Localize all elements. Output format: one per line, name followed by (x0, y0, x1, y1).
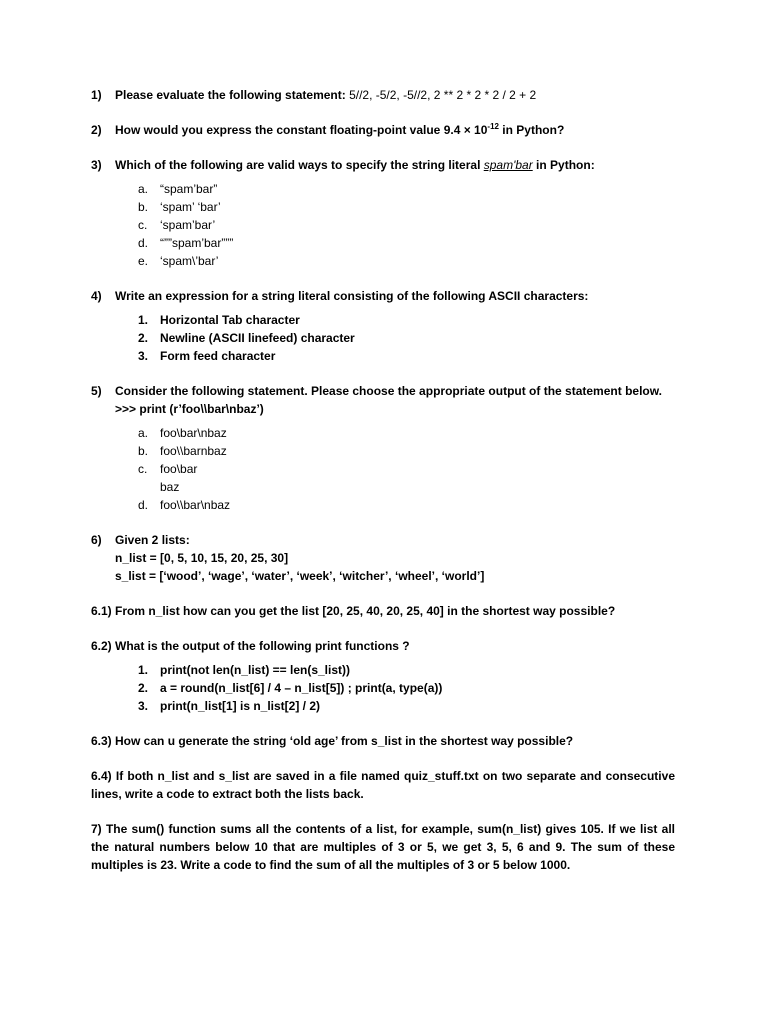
list-item (138, 198, 675, 216)
list-item (138, 442, 675, 460)
question-text-end: in Python? (498, 123, 565, 137)
option-text: foo\\barnbaz (160, 444, 227, 458)
item-marker: 2. (138, 331, 149, 345)
items-list (138, 661, 675, 715)
list-item (138, 329, 675, 347)
question-2 (91, 121, 675, 139)
list-item (138, 347, 675, 365)
list-item (138, 234, 675, 252)
code-statement: >>> print (r’foo\\bar\nbaz’) (115, 402, 264, 416)
options-list (138, 424, 675, 514)
item-text: a = round(n_list[6] / 4 – n_list[5]) ; print(a, type(a)) (160, 681, 443, 695)
question-6-2: 6.2) What is the output of the following print functions ? (91, 639, 410, 653)
question-5 (91, 382, 675, 418)
option-text: “””spam’bar””” (160, 236, 234, 250)
question-3 (91, 156, 675, 174)
question-6-3: 6.3) How can u generate the string ‘old age’ from s_list in the shortest way possible? (91, 734, 574, 748)
question-1 (91, 86, 675, 104)
n-list-definition: n_list = [0, 5, 10, 15, 20, 25, 30] (115, 551, 289, 565)
exponent: -12 (487, 122, 499, 131)
option-text: ‘spam\’bar’ (160, 254, 219, 268)
question-text: Consider the following statement. Please choose the appropriate output of the statement below. (115, 384, 662, 398)
question-text: Given 2 lists: (115, 533, 190, 547)
item-text: Horizontal Tab character (160, 313, 300, 327)
item-marker: 3. (138, 699, 149, 713)
list-item (138, 180, 675, 198)
question-text: Please evaluate the following statement: (115, 88, 346, 102)
list-item (138, 496, 675, 514)
list-item (138, 216, 675, 234)
question-number: 5) (91, 384, 102, 398)
list-item (138, 311, 675, 329)
question-6-4: 6.4) If both n_list and s_list are saved in a file named quiz_stuff.txt on two separate and consecutive lines, write a code to extract both the lists back. (91, 769, 675, 801)
option-text: foo\bar (160, 462, 198, 476)
question-number: 6) (91, 533, 102, 547)
option-text-line-2: baz (160, 480, 180, 494)
item-text: Form feed character (160, 349, 276, 363)
question-number: 4) (91, 289, 102, 303)
item-text: print(not len(n_list) == len(s_list)) (160, 663, 351, 677)
question-number: 1) (91, 88, 102, 102)
item-marker: 1. (138, 313, 149, 327)
list-item (138, 661, 675, 679)
option-marker: a. (138, 182, 149, 196)
question-4 (91, 287, 675, 305)
list-item (138, 424, 675, 442)
options-list (138, 180, 675, 270)
list-item (138, 460, 675, 496)
question-number: 2) (91, 123, 102, 137)
item-text: Newline (ASCII linefeed) character (160, 331, 355, 345)
option-marker: e. (138, 254, 149, 268)
string-literal: spam'bar (483, 158, 533, 172)
question-6 (91, 531, 675, 585)
item-text: print(n_list[1] is n_list[2] / 2) (160, 699, 321, 713)
list-item (138, 252, 675, 270)
question-text: How would you express the constant floating-point value 9.4 × 10 (115, 123, 488, 137)
quiz-document (91, 86, 675, 891)
item-marker: 2. (138, 681, 149, 695)
s-list-definition: s_list = [‘wood’, ‘wage’, ‘water’, ‘week’, ‘witcher’, ‘wheel’, ‘world’] (115, 569, 485, 583)
question-number: 3) (91, 158, 102, 172)
option-marker: d. (138, 236, 149, 250)
items-list (138, 311, 675, 365)
question-7: 7) The sum() function sums all the contents of a list, for example, sum(n_list) gives 105. If we list all the natural numbers below 10 that are multiples of 3 or 5, we get 3, 5, 6 and 9. The sum of these multiples is 23. Write a code to find the sum of all the multiples of 3 or 5 below 1000. (91, 822, 675, 872)
question-text: Which of the following are valid ways to specify the string literal (115, 158, 484, 172)
question-expression: 5//2, -5/2, -5//2, 2 ** 2 * 2 * 2 / 2 + 2 (345, 88, 537, 102)
option-text: “spam’bar” (160, 182, 218, 196)
list-item (138, 697, 675, 715)
question-text-end: in Python: (532, 158, 595, 172)
option-marker: b. (138, 444, 149, 458)
option-text: foo\\bar\nbaz (160, 498, 231, 512)
option-marker: c. (138, 218, 148, 232)
option-marker: b. (138, 200, 149, 214)
option-marker: a. (138, 426, 149, 440)
option-text: ‘spam’ ‘bar’ (160, 200, 221, 214)
question-text: Write an expression for a string literal consisting of the following ASCII characters: (115, 289, 589, 303)
item-marker: 3. (138, 349, 149, 363)
option-text: ‘spam’bar’ (160, 218, 216, 232)
option-marker: d. (138, 498, 149, 512)
option-text: foo\bar\nbaz (160, 426, 227, 440)
item-marker: 1. (138, 663, 149, 677)
list-item (138, 679, 675, 697)
question-6-1: 6.1) From n_list how can you get the list [20, 25, 40, 20, 25, 40] in the shortest way possible? (91, 604, 616, 618)
option-marker: c. (138, 462, 148, 476)
